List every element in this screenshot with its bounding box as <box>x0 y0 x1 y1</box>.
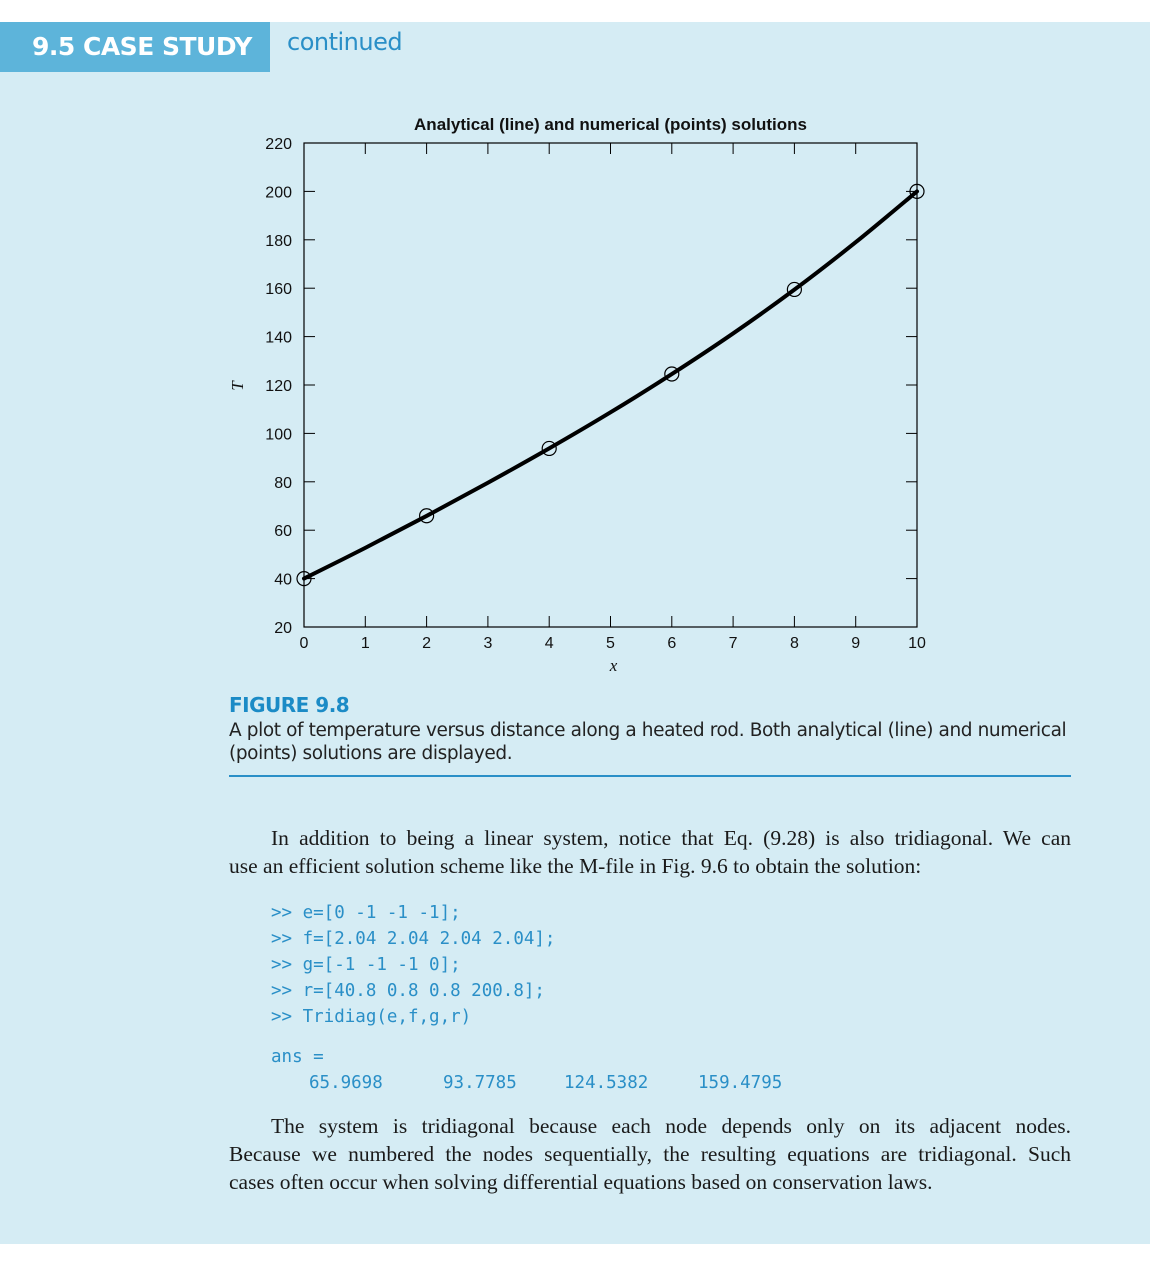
x-tick-label: 5 <box>606 635 615 652</box>
text-line: use an efficient solution scheme like the M-file in Fig. 9.6 to obtain the solution: <box>229 854 922 878</box>
x-axis-label: x <box>609 656 618 675</box>
code-block <box>271 900 555 1030</box>
x-tick-label: 3 <box>483 635 493 652</box>
figure-label: FIGURE 9.8 <box>229 693 350 717</box>
ans-value: 93.7785 <box>443 1073 517 1093</box>
y-tick-label: 60 <box>274 523 292 541</box>
continued-label: continued <box>287 28 403 56</box>
y-tick-label: 220 <box>265 136 292 153</box>
x-tick-label: 4 <box>544 635 554 652</box>
code-line: >> f=[2.04 2.04 2.04 2.04]; <box>271 929 556 949</box>
x-tick-label: 1 <box>360 635 370 652</box>
y-tick-label: 180 <box>265 232 292 250</box>
figure-caption <box>229 719 1071 765</box>
y-tick-label: 80 <box>274 474 292 492</box>
x-tick-label: 9 <box>851 635 861 652</box>
x-tick-label: 10 <box>908 635 926 652</box>
plot-frame <box>304 143 917 627</box>
analytical-line <box>304 191 917 578</box>
caption-line: (points) solutions are displayed. <box>229 743 513 764</box>
y-tick-label: 200 <box>265 184 292 202</box>
x-tick-label: 6 <box>667 635 677 652</box>
caption-line: A plot of temperature versus distance along a heated rod. Both analytical (line) and numerical <box>229 720 1067 741</box>
y-tick-label: 140 <box>265 329 292 347</box>
paragraph-1 <box>229 824 1071 880</box>
x-tick-label: 2 <box>422 635 432 652</box>
code-line: >> r=[40.8 0.8 0.8 200.8]; <box>271 981 545 1001</box>
x-tick-label: 7 <box>728 635 738 652</box>
text-line: Because we numbered the nodes sequentially, the resulting equations are tridiagonal. Such <box>229 1142 1071 1166</box>
chart-title: Analytical (line) and numerical (points) solutions <box>414 115 807 134</box>
paragraph-2 <box>229 1112 1071 1196</box>
y-tick-label: 160 <box>265 281 292 299</box>
text-line: In addition to being a linear system, notice that Eq. (9.28) is also tridiagonal. We can <box>271 826 1071 850</box>
y-tick-label: 120 <box>265 378 292 395</box>
code-line: >> e=[0 -1 -1 -1]; <box>271 903 461 923</box>
code-line: >> g=[-1 -1 -1 0]; <box>271 955 461 975</box>
ans-values <box>309 1073 782 1093</box>
ans-value: 65.9698 <box>309 1073 383 1093</box>
section-tab: 9.5 CASE STUDY <box>0 22 270 72</box>
ans-value: 124.5382 <box>564 1073 649 1093</box>
ans-label: ans = <box>271 1047 324 1067</box>
x-tick-label: 0 <box>299 635 309 652</box>
text-line: The system is tridiagonal because each node depends only on its adjacent nodes. <box>271 1114 1071 1138</box>
x-tick-label: 8 <box>789 635 799 652</box>
ans-value: 159.4795 <box>698 1073 783 1093</box>
caption-divider <box>229 775 1071 777</box>
y-tick-label: 100 <box>265 426 292 444</box>
code-line: >> Tridiag(e,f,g,r) <box>271 1007 472 1027</box>
y-tick-label: 20 <box>274 620 292 637</box>
y-axis-label: T <box>228 381 247 391</box>
y-tick-label: 40 <box>274 571 292 589</box>
text-line: cases often occur when solving differential equations based on conservation laws. <box>229 1170 933 1194</box>
